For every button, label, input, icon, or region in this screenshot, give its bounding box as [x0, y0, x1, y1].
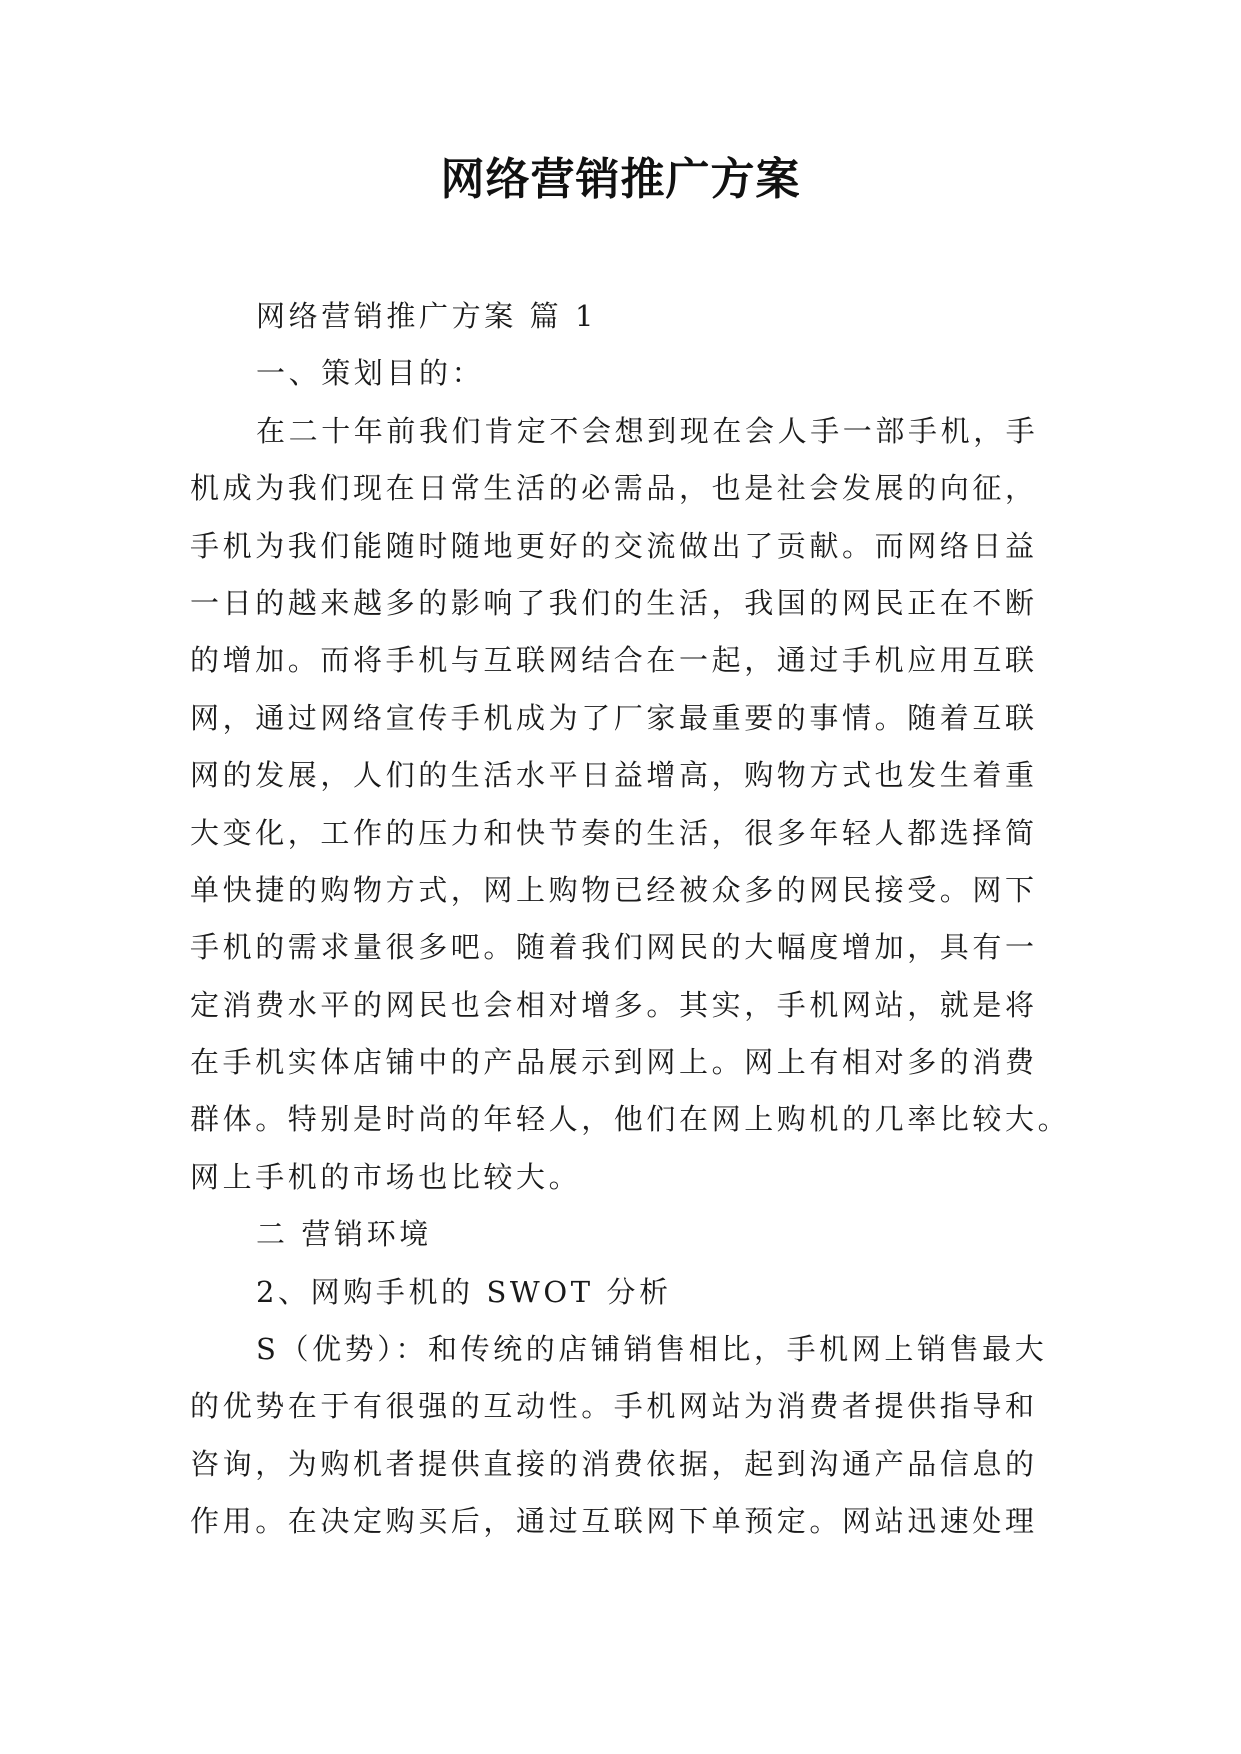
document-title: 网络营销推广方案	[440, 154, 801, 205]
paragraph-line: 的优势在于有很强的互动性。手机网站为消费者提供指导和	[190, 1389, 1038, 1424]
paragraph-line: 网的发展，人们的生活水平日益增高，购物方式也发生着重	[190, 758, 1038, 793]
paragraph-line: 单快捷的购物方式，网上购物已经被众多的网民接受。网下	[190, 872, 1038, 907]
section-heading: 网络营销推广方案 篇 1	[256, 299, 598, 333]
paragraph-line: 作用。在决定购买后，通过互联网下单预定。网站迅速处理	[190, 1504, 1038, 1539]
subsection-heading: 二 营销环境	[256, 1217, 432, 1252]
paragraph-line: 在二十年前我们肯定不会想到现在会人手一部手机，手	[256, 413, 1039, 448]
paragraph-line: 大变化，工作的压力和快节奏的生活，很多年轻人都选择简	[190, 815, 1038, 850]
paragraph-line: 在手机实体店铺中的产品展示到网上。网上有相对多的消费	[190, 1045, 1038, 1080]
paragraph-line: 定消费水平的网民也会相对增多。其实，手机网站，就是将	[190, 987, 1038, 1022]
paragraph-line: 群体。特别是时尚的年轻人，他们在网上购机的几率比较大。	[190, 1102, 1071, 1137]
document-body	[190, 288, 1071, 1551]
paragraph-line: 网上手机的市场也比较大。	[190, 1159, 582, 1194]
paragraph-line: 一日的越来越多的影响了我们的生活，我国的网民正在不断	[190, 585, 1038, 620]
paragraph-line: 手机的需求量很多吧。随着我们网民的大幅度增加，具有一	[190, 930, 1038, 965]
paragraph-line: 网，通过网络宣传手机成为了厂家最重要的事情。随着互联	[190, 700, 1038, 735]
subsection-heading: 2、网购手机的 SWOT 分析	[256, 1274, 672, 1309]
paragraph-line: S（优势）：和传统的店铺销售相比，手机网上销售最大	[256, 1332, 1048, 1367]
paragraph-line: 手机为我们能随时随地更好的交流做出了贡献。而网络日益	[190, 528, 1038, 563]
paragraph-line: 的增加。而将手机与互联网结合在一起，通过手机应用互联	[190, 643, 1038, 678]
paragraph-line: 咨询，为购机者提供直接的消费依据，起到沟通产品信息的	[190, 1446, 1038, 1481]
subsection-heading: 一、策划目的：	[256, 356, 485, 391]
paragraph-line: 机成为我们现在日常生活的必需品，也是社会发展的向征，	[190, 471, 1038, 506]
